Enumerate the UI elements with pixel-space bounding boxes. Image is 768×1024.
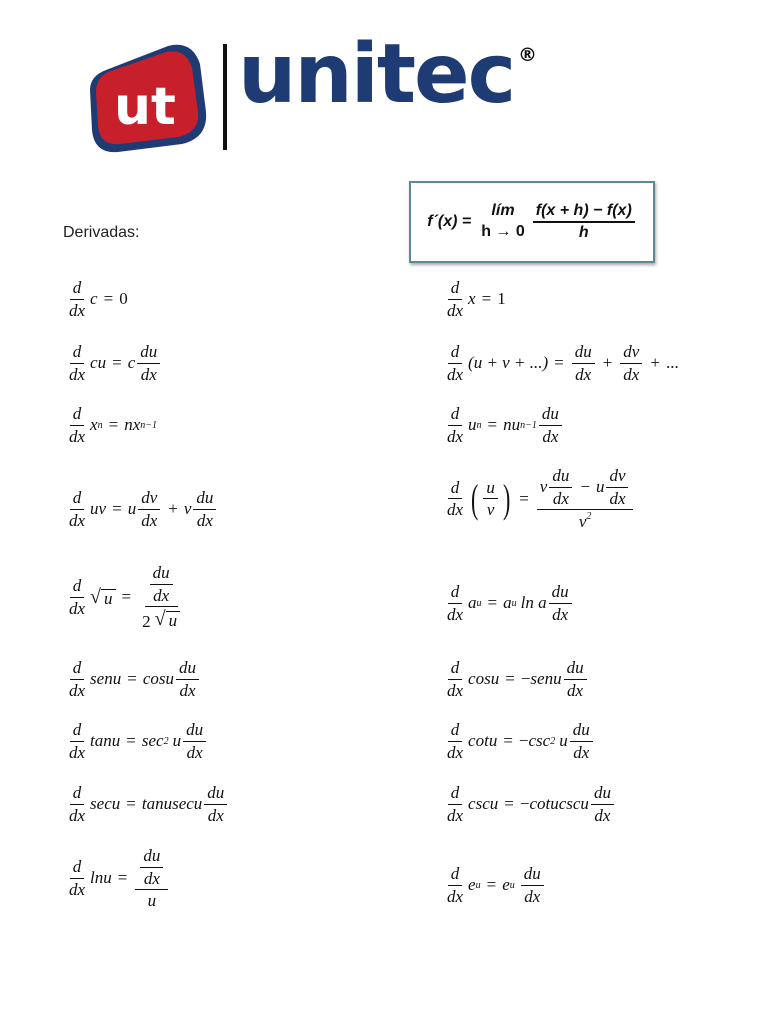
formula-general-power-rule: $\frac{d}{dx}$ u n = nu n−1 $\frac{du}{dx}$ [442, 404, 564, 446]
unitec-logo [88, 27, 548, 154]
difference-quotient: $\frac{f(x + h) - f(x)}{h}$ [533, 202, 635, 243]
formula-exponential-base-a: $\frac{d}{dx}$ a u = a u ln a $\frac{du}{dx}$ [442, 582, 574, 624]
formula-sine: $\frac{d}{dx}$ senu = cosu $\frac{du}{dx}$ [64, 658, 201, 700]
page-heading: Derivadas: [63, 224, 140, 241]
formula-sum-rule: $\frac{d}{dx}$ (u + v + ...) = $\frac{du}{dx}$ + $\frac{dv}{dx}$ + ... [447, 342, 679, 384]
logo-divider [223, 44, 227, 150]
registered-mark: ® [518, 44, 537, 66]
formula-identity: $\frac{d}{dx}$ x = 1 [447, 278, 506, 320]
formula-secant: $\frac{d}{dx}$ secu = tanusecu $\frac{du}{dx}$ [64, 783, 229, 825]
definition-lhs: f´(x) = [427, 213, 472, 230]
formula-cosecant: $\frac{d}{dx}$ cscu = − cotucscu $\frac{du}{dx}$ [442, 783, 616, 825]
formula-natural-log: $\frac{d}{dx}$ lnu = $\frac{\frac{du}{dx}}{u}$ [64, 846, 170, 911]
brand-wordmark: unitec [238, 27, 515, 122]
svg-text:ut: ut [114, 77, 176, 137]
derivative-definition-box [409, 181, 655, 263]
formula-cosine: $\frac{d}{dx}$ cosu = − senu $\frac{du}{dx}$ [442, 658, 589, 700]
formula-cotangent: $\frac{d}{dx}$ cotu = − csc 2 u $\frac{du}{dx}$ [442, 720, 595, 762]
unitec-tag-logo-icon [88, 42, 208, 154]
limit-expression: lím h → 0 [481, 202, 525, 240]
formula-exponential-e: $\frac{d}{dx}$ e u = e u $\frac{du}{dx}$ [442, 864, 546, 906]
formula-quotient-rule: $\frac{d}{dx}$ ( $\frac{u}{v}$ ) = v $\frac{du}{dx}$ − u $\frac{dv}{dx}$ $v^2$ [442, 466, 635, 532]
formula-square-root: $\frac{d}{dx}$ √ u = $\frac{du}{dx}$ 2 √ u [64, 563, 185, 631]
formula-constant-multiple: $\frac{d}{dx}$ cu = c $\frac{du}{dx}$ [64, 342, 162, 384]
formula-product-rule: $\frac{d}{dx}$ uv = u $\frac{dv}{dx}$ + v $\frac{du}{dx}$ [64, 488, 218, 530]
formula-constant: $\frac{d}{dx}$ c = 0 [69, 278, 128, 320]
formula-power-rule: $\frac{d}{dx}$ x n = nx n−1 [69, 404, 157, 446]
formula-tangent: $\frac{d}{dx}$ tanu = sec 2 u $\frac{du}{dx}$ [64, 720, 208, 762]
